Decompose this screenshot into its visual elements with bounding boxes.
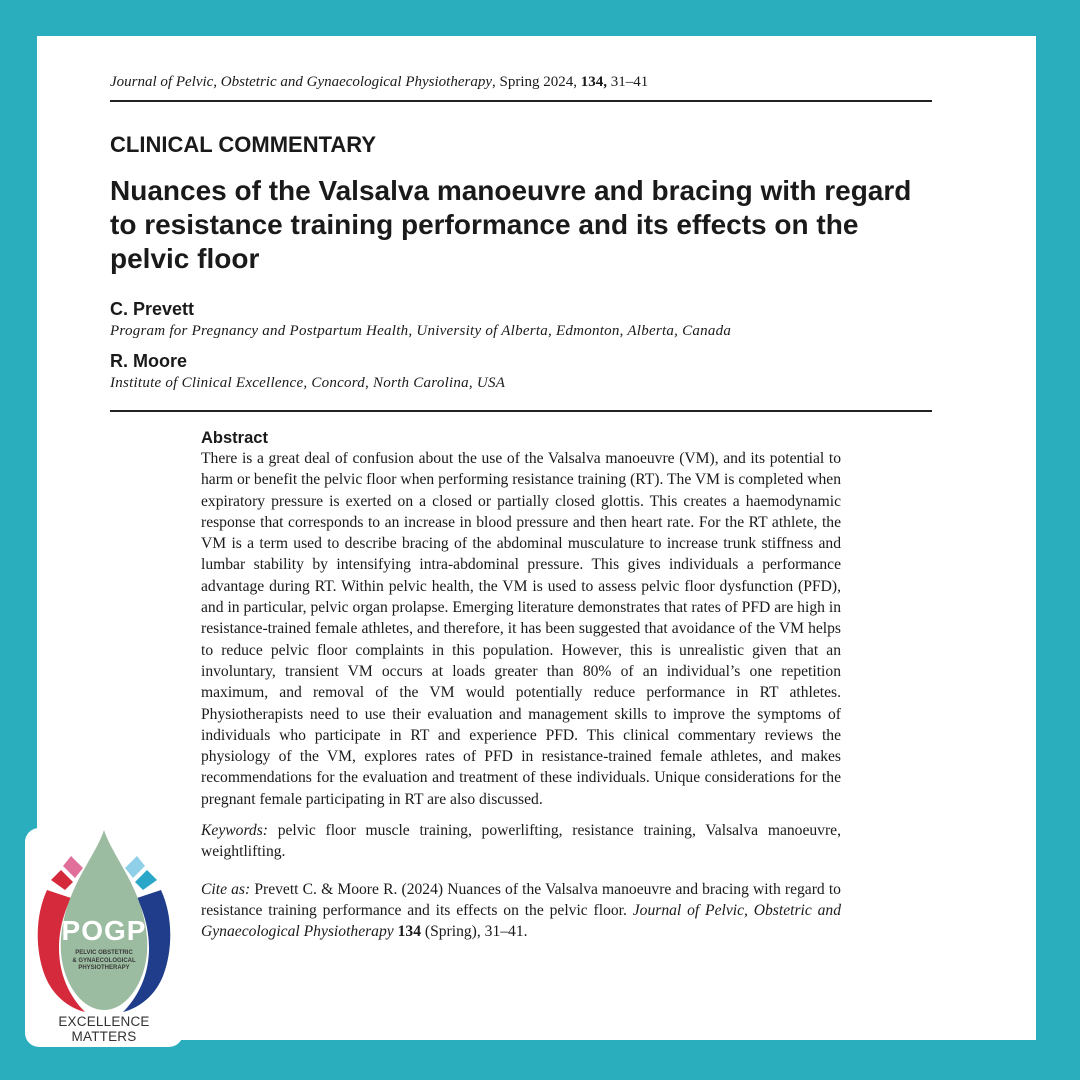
badge-subtitle [69, 950, 139, 973]
article-page [37, 36, 1036, 1040]
badge-subtitle-line: & GYNAECOLOGICAL [72, 957, 136, 964]
author-affiliation: Program for Pregnancy and Postpartum Health, University of Alberta, Edmonton, Alberta, Canada [110, 323, 732, 339]
citation-rest: (Spring), 31–41. [421, 923, 528, 941]
logo-petal-pink [63, 856, 83, 878]
logo-petal-lightblue [125, 856, 145, 878]
logo-petal-crimson [51, 870, 73, 890]
abstract-section [201, 428, 841, 943]
abstract-body: There is a great deal of confusion about the use of the Valsalva manoeuvre (VM), and its potential to harm or benefit the pelvic floor when performing resistance training (RT). The VM is completed when expiratory pressure is exerted on a closed or partially closed glottis. This creates a haemodynamic response that corresponds to an increase in blood pressure and then heart rate. For the RT athlete, the VM is a term used to describe bracing of the abdominal musculature to increase trunk stiffness and lumbar stability by intensifying intra-abdominal pressure. This gives individuals a performance advantage during RT. Within pelvic health, the VM is used to assess pelvic floor dysfunction (PFD), and in particular, pelvic organ prolapse. Emerging literature demonstrates that rates of PFD are high in resistance-trained female athletes, and therefore, it has been suggested that avoidance of the VM helps to reduce pelvic floor complaints in this population. However, this is unrealistic given that an involuntary, transient VM occurs at loads greater than 80% of an individual’s one repetition maximum, and removal of the VM would potentially reduce performance in RT athletes. Physiotherapists need to use their evaluation and management skills to improve the symptoms of individuals who participate in RT and experience PFD. This clinical commentary reviews the physiology of the VM, explores rates of PFD in resistance-trained female athletes, and makes recommendations for the evaluation and treatment of these individuals. Unique considerations for the pregnant female participating in RT are also discussed. [201, 450, 841, 808]
keywords-text: pelvic floor muscle training, powerlifting, resistance training, Valsalva manoeuvre, weightlifting. [201, 822, 841, 861]
section-label: CLINICAL COMMENTARY [110, 132, 377, 157]
author-name: C. Prevett [110, 299, 195, 319]
citation [201, 879, 841, 943]
keywords [201, 820, 841, 863]
badge-subtitle-line: PHYSIOTHERAPY [78, 965, 130, 971]
badge-subtitle-line: PELVIC OBSTETRIC [75, 950, 133, 956]
logo-petal-cyan [135, 870, 157, 890]
badge-tagline-line: MATTERS [71, 1029, 137, 1044]
badge-tagline-line: EXCELLENCE [58, 1014, 150, 1029]
header-rule [110, 100, 932, 102]
badge-tagline [25, 1014, 183, 1044]
keywords-label: Keywords: [201, 822, 268, 840]
citation-text: Prevett C. & Moore R. (2024) Nuances of the Valsalva manoeuvre and bracing with regard to resistance training performance and its effects on the pelvic floor. [201, 880, 841, 919]
article-title: Nuances of the Valsalva manoeuvre and bracing with regard to resistance training performance and its effects on the pelvic floor [110, 175, 912, 274]
citation-journal: Journal of Pelvic, Obstetric and Gynaecological Physiotherapy [201, 901, 841, 941]
pogp-badge [25, 828, 183, 1047]
author-affiliation: Institute of Clinical Excellence, Concord, North Carolina, USA [110, 375, 506, 391]
authors-rule [110, 410, 932, 412]
citation-label: Cite as: [201, 880, 251, 898]
journal-header [110, 73, 932, 91]
citation-volume: 134 [393, 923, 421, 941]
badge-acronym: POGP [61, 915, 147, 946]
journal-volume: 134, [580, 74, 608, 90]
journal-name: Journal of Pelvic, Obstetric and Gynaecological Physiotherapy [110, 74, 492, 90]
journal-issue: , Spring 2024, [492, 74, 581, 90]
journal-pages: 31–41 [607, 74, 649, 90]
abstract-heading: Abstract [201, 429, 268, 447]
author-name: R. Moore [110, 351, 188, 371]
